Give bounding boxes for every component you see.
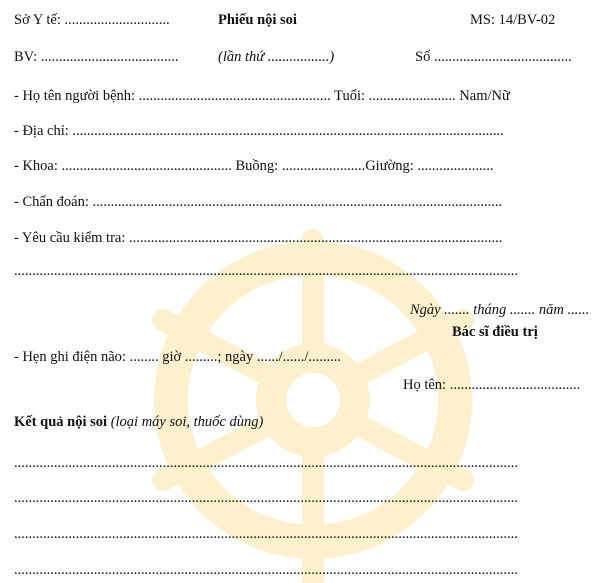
department-field: - Khoa: ............................................... Buồng: .......................Giường: ..................... [14,158,494,174]
appointment-field: - Hẹn ghi điện não: ........ giờ .........; ngày ....../....../......... [14,349,342,365]
doctor-name-field: Họ tên: .................................... [403,377,581,393]
so-field: Số ...................................... [415,49,572,65]
signature-date: Ngày ....... tháng ....... năm ...... [410,302,590,318]
result-line: ........................................................................................................................................... [14,455,518,471]
form-code: MS: 14/BV-02 [470,12,556,28]
diagnosis-field: - Chẩn đoán: ................................................................................................................. [14,194,503,210]
document-title: Phiếu nội soi [218,12,297,28]
address-field: - Địa chỉ: ....................................................................................................................... [14,123,504,139]
result-line: ........................................................................................................................................... [14,526,518,542]
bv-field: BV: ...................................... [14,49,179,65]
signature-role: Bác sĩ điều trị [452,324,538,340]
result-heading [14,415,263,430]
patient-name-field: - Họ tên người bệnh: ..................................................... Tuổi: ........................ Nam/Nữ [14,88,510,104]
request-field: - Yêu cầu kiểm tra: ....................................................................................................... [14,230,503,246]
result-line: ........................................................................................................................................... [14,490,518,506]
result-title: Kết quả nội soi [14,414,108,430]
so-y-te-field: Sở Y tế: ............................. [14,12,170,28]
request-continuation: ........................................................................................................................................... [14,263,518,279]
result-line: ........................................................................................................................................... [14,562,518,578]
lan-thu-field: (lần thứ .................) [218,49,335,65]
result-subtitle: (loại máy soi, thuốc dùng) [110,414,264,430]
